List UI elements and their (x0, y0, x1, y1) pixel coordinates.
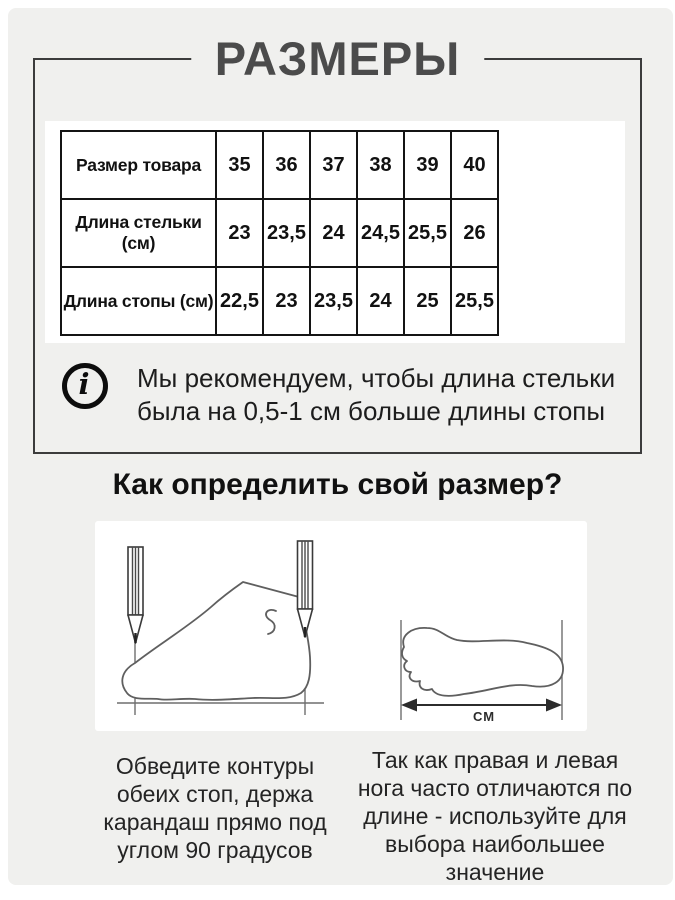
how-to-heading: Как определить свой размер? (112, 468, 563, 501)
row-label-foot: Длина стопы (см) (61, 267, 216, 335)
foot-cell: 25 (404, 267, 451, 335)
size-cell: 36 (263, 131, 310, 199)
recommendation-line1: Мы рекомендуем, чтобы длина стельки (137, 363, 616, 393)
size-cell: 40 (451, 131, 498, 199)
foot-tracing-illustration (113, 535, 328, 720)
caption-line: Так как правая и левая (371, 747, 619, 773)
size-cell: 37 (310, 131, 357, 199)
foot-cell: 25,5 (451, 267, 498, 335)
recommendation-text (137, 362, 617, 428)
caption-line: нога часто отличаются по (357, 775, 633, 801)
caption-line: выбора наибольшее (385, 831, 605, 857)
insole-cell: 26 (451, 199, 498, 267)
caption-line: значение (445, 859, 545, 885)
size-chart-box (33, 32, 642, 454)
size-cell: 39 (404, 131, 451, 199)
insole-cell: 23 (216, 199, 263, 267)
insole-cell: 24 (310, 199, 357, 267)
table-row-insole (61, 199, 498, 267)
info-icon: i (62, 363, 108, 409)
insole-cell: 24,5 (357, 199, 404, 267)
caption-line: карандаш прямо под (103, 809, 327, 835)
size-table (60, 130, 499, 336)
foot-sole-illustration (392, 617, 572, 731)
row-label-size: Размер товара (61, 131, 216, 199)
sizes-title: РАЗМЕРЫ (191, 33, 484, 85)
insole-cell: 25,5 (404, 199, 451, 267)
table-row-size (61, 131, 498, 199)
foot-cell: 24 (357, 267, 404, 335)
caption-line: Обведите контуры (115, 753, 315, 779)
recommendation-line2: была на 0,5-1 см больше длины стопы (137, 396, 606, 426)
foot-cell: 23,5 (310, 267, 357, 335)
insole-cell: 23,5 (263, 199, 310, 267)
caption-line: обеих стоп, держа (116, 781, 314, 807)
foot-cell: 22,5 (216, 267, 263, 335)
size-cell: 35 (216, 131, 263, 199)
caption-tracing (70, 752, 360, 864)
measurement-panel (95, 521, 587, 731)
pencil-icon (128, 547, 143, 643)
size-cell: 38 (357, 131, 404, 199)
caption-measuring (345, 746, 645, 886)
row-label-insole: Длина стельки (см) (61, 199, 216, 267)
table-row-foot (61, 267, 498, 335)
foot-cell: 23 (263, 267, 310, 335)
caption-line: углом 90 градусов (117, 837, 313, 863)
cm-label: СМ (473, 709, 496, 724)
caption-line: длине - используйте для (363, 803, 627, 829)
